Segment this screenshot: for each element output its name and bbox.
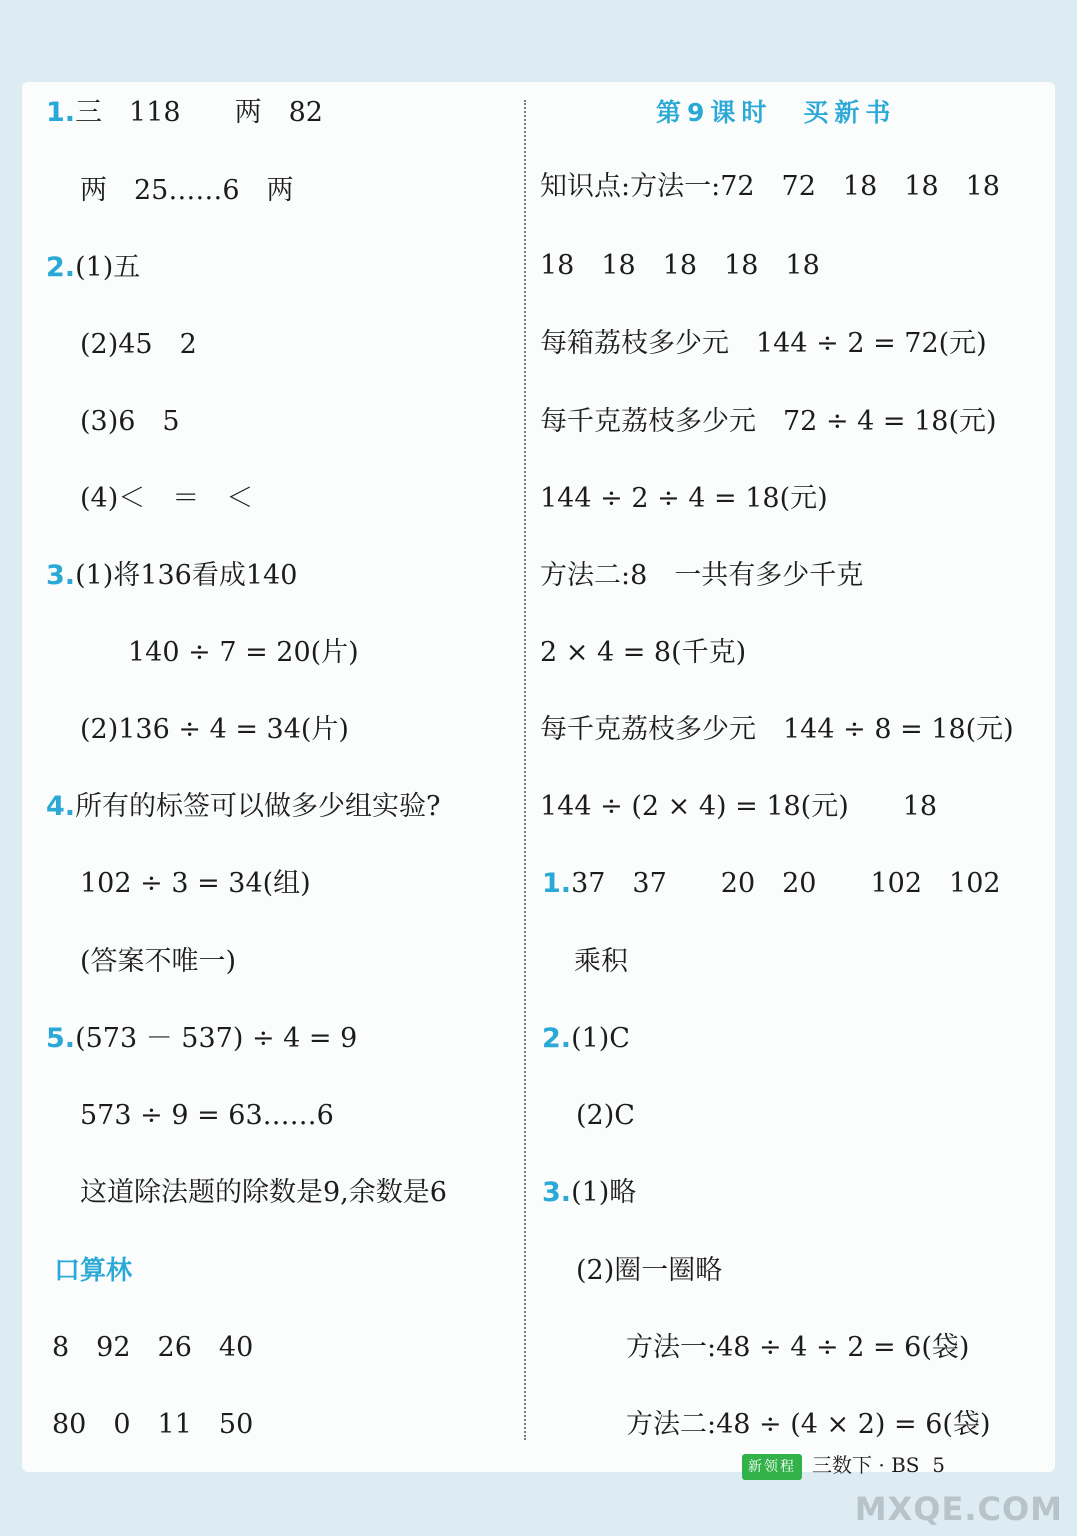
- r-q3-line-1: 3.(1)略: [542, 1177, 637, 1208]
- q3-line-2: 140 ÷ 7 = 20(片): [128, 637, 359, 668]
- r-q3-line-3: 方法一:48 ÷ 4 ÷ 2 = 6(袋): [626, 1332, 970, 1363]
- q5-line-1: 5.(573 － 537) ÷ 4 = 9: [46, 1023, 358, 1054]
- r-q1-line-1: 1.37 37 20 20 102 102: [542, 868, 1001, 899]
- column-divider: [524, 100, 526, 1440]
- q1-number: 1: [46, 97, 65, 128]
- knowledge-line-8: 每千克荔枝多少元 144 ÷ 8 = 18(元): [540, 714, 1014, 745]
- r-q1-number: 1: [542, 868, 561, 899]
- lesson-title: 第9课时 买新书: [656, 98, 897, 127]
- knowledge-line-1: 知识点:方法一:72 72 18 18 18: [540, 171, 1000, 202]
- knowledge-line-9: 144 ÷ (2 × 4) = 18(元) 18: [540, 791, 938, 822]
- r-q3-line-2: (2)圈一圈略: [576, 1255, 723, 1286]
- knowledge-line-5: 144 ÷ 2 ÷ 4 = 18(元): [540, 483, 828, 514]
- q4-number: 4: [46, 791, 65, 822]
- r-q2-number: 2: [542, 1023, 561, 1054]
- q5-line-2: 573 ÷ 9 = 63……6: [80, 1100, 334, 1131]
- q2-line-1: 2.(1)五: [46, 252, 141, 283]
- page-footer: [742, 1452, 945, 1480]
- q1-line-2: 两 25……6 两: [80, 175, 294, 206]
- q2-line-2: (2)45 2: [80, 329, 197, 360]
- knowledge-line-4: 每千克荔枝多少元 72 ÷ 4 = 18(元): [540, 406, 997, 437]
- footer-book-label: 三数下 · BS: [812, 1453, 920, 1477]
- knowledge-line-7: 2 × 4 = 8(千克): [540, 637, 747, 668]
- knowledge-line-6: 方法二:8 一共有多少千克: [540, 560, 864, 591]
- r-q2-line-1: 2.(1)C: [542, 1023, 630, 1054]
- oral-line-1: 8 92 26 40: [52, 1332, 254, 1363]
- r-q1-line-2: 乘积: [574, 946, 628, 977]
- page-number: 5: [932, 1453, 945, 1477]
- q2-number: 2: [46, 252, 65, 283]
- r-q2-line-2: (2)C: [576, 1100, 635, 1131]
- q3-line-1: 3.(1)将136看成140: [46, 560, 298, 591]
- r-q3-line-4: 方法二:48 ÷ (4 × 2) = 6(袋): [626, 1409, 991, 1440]
- brand-badge: 新领程: [742, 1454, 802, 1480]
- oral-line-2: 80 0 11 50: [52, 1409, 254, 1440]
- knowledge-line-3: 每箱荔枝多少元 144 ÷ 2 = 72(元): [540, 328, 987, 359]
- q2-line-4: (4)＜ ＝ ＜: [80, 483, 254, 514]
- oral-section-title: 口算林: [54, 1256, 133, 1286]
- watermark-logo: MXQE.COM: [854, 1490, 1063, 1528]
- q3-number: 3: [46, 560, 65, 591]
- q5-number: 5: [46, 1023, 65, 1054]
- q4-line-3: (答案不唯一): [80, 946, 237, 977]
- knowledge-line-2: 18 18 18 18 18: [540, 250, 820, 281]
- q5-line-3: 这道除法题的除数是9,余数是6: [80, 1177, 447, 1208]
- q2-line-3: (3)6 5: [80, 406, 180, 437]
- answer-page: [22, 82, 1055, 1472]
- q1-line-1: 1.三 118 两 82: [46, 97, 323, 128]
- q4-line-2: 102 ÷ 3 = 34(组): [80, 868, 311, 899]
- q4-line-1: 4.所有的标签可以做多少组实验?: [46, 791, 441, 822]
- q3-line-3: (2)136 ÷ 4 = 34(片): [80, 714, 349, 745]
- r-q3-number: 3: [542, 1177, 561, 1208]
